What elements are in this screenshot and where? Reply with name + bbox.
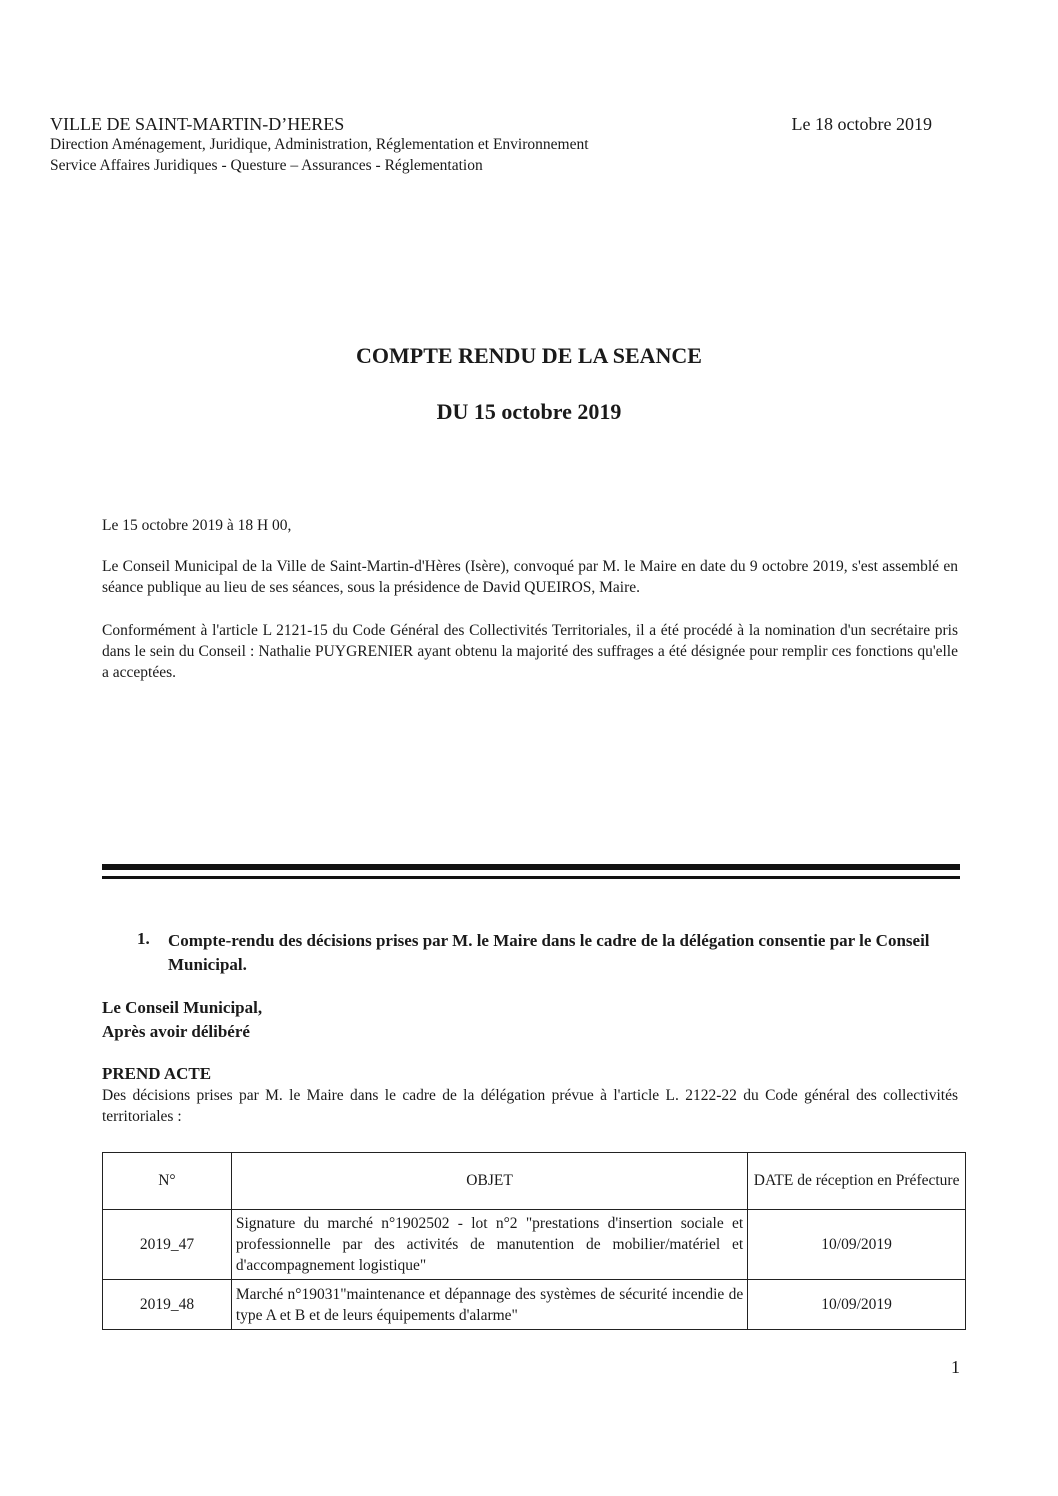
cell-number: 2019_48 (103, 1280, 232, 1330)
decisions-table (102, 1152, 966, 1330)
council-line1: Le Conseil Municipal, (102, 998, 263, 1017)
section-number: 1. (137, 929, 150, 948)
column-header-date: DATE de réception en Préfecture (748, 1153, 966, 1210)
column-header-objet: OBJET (231, 1153, 747, 1210)
header-date: Le 18 octobre 2019 (791, 114, 932, 134)
cell-date: 10/09/2019 (748, 1210, 966, 1280)
header-city: VILLE DE SAINT-MARTIN-D’HERES (50, 114, 345, 134)
cell-number: 2019_47 (103, 1210, 232, 1280)
paragraph-secretary: Conformément à l'article L 2121-15 du Code Général des Collectivités Territoriales, il a été procédé à la nomination d'un secrétaire pris dans le sein du Conseil : Nathalie PUYGRENIER ayant obtenu la majorité des suffrages a été désignée pour remplir ces fonctions qu'elle a acceptées. (102, 622, 958, 681)
council-block (102, 996, 262, 1044)
header-service: Service Affaires Juridiques - Questure – Assurances - Réglementation (50, 157, 483, 174)
column-header-number: N° (103, 1153, 232, 1210)
council-line2: Après avoir délibéré (102, 1022, 250, 1041)
cell-objet: Marché n°19031"maintenance et dépannage des systèmes de sécurité incendie de type A et B et de leurs équipements d'alarme" (231, 1280, 747, 1330)
cell-objet: Signature du marché n°1902502 - lot n°2 "prestations d'insertion sociale et professionnelle par des activités de manutention de mobilier/matériel et d'accompagnement logistique" (231, 1210, 747, 1280)
section-title: Compte-rendu des décisions prises par M. le Maire dans le cadre de la délégation consentie par le Conseil Municipal. (168, 931, 930, 974)
paragraph-convocation: Le Conseil Municipal de la Ville de Saint-Martin-d'Hères (Isère), convoqué par M. le Maire en date du 9 octobre 2019, s'est assemblé en séance publique au lieu de ses séances, sous la présidence de David QUEIROS, Maire. (102, 558, 958, 596)
document-title: COMPTE RENDU DE LA SEANCE (356, 343, 702, 368)
table-row (103, 1210, 966, 1280)
divider-thick (102, 864, 960, 870)
document-subtitle: DU 15 octobre 2019 (436, 399, 622, 424)
table-header-row (103, 1153, 966, 1210)
prend-acte-label: PREND ACTE (102, 1064, 212, 1083)
prend-acte-text: Des décisions prises par M. le Maire dans le cadre de la délégation prévue à l'article L. 2122-22 du Code général des collectivités territoriales : (102, 1087, 958, 1125)
intro-line: Le 15 octobre 2019 à 18 H 00, (102, 517, 292, 534)
table-row (103, 1280, 966, 1330)
divider-thin (102, 876, 960, 879)
header-direction: Direction Aménagement, Juridique, Administration, Réglementation et Environnement (50, 136, 589, 153)
page-number: 1 (951, 1357, 960, 1377)
cell-date: 10/09/2019 (748, 1280, 966, 1330)
